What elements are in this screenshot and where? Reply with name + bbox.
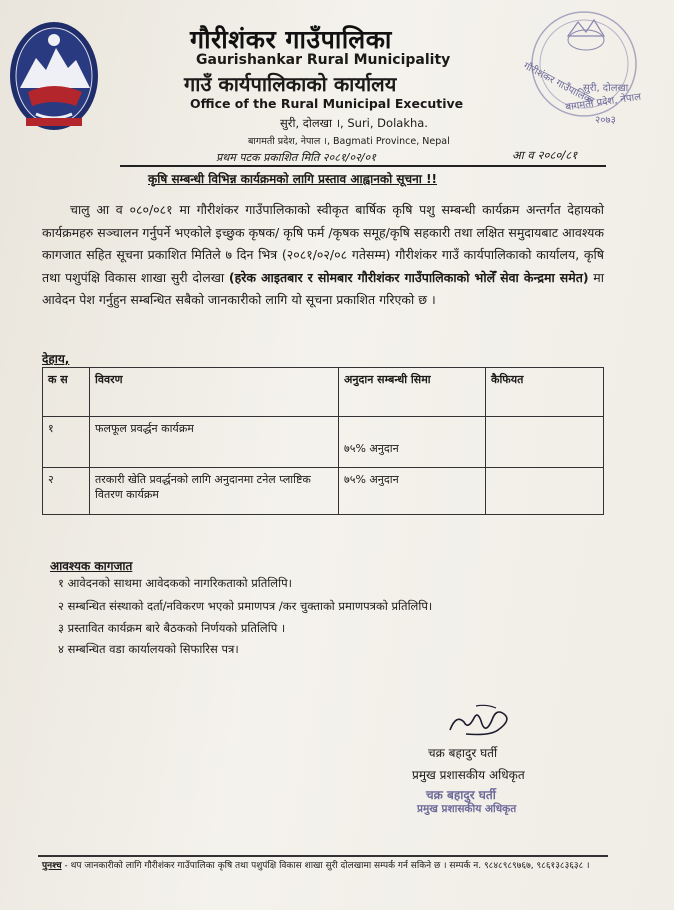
notice-body-part-2: मा आवेदन पेश गर्नुहुन सम्बन्धित सबैको जानकारीको लागि यो सूचना प्रकाशित गरिएको छ ।: [42, 269, 604, 307]
cell-sn: २: [43, 468, 90, 515]
cell-remarks: [486, 417, 604, 468]
cell-grant: [339, 417, 486, 468]
municipality-name-np: गौरीशंकर गाउँपालिका: [190, 25, 392, 54]
seal-name: गौरीशंकर गाउँपालिका: [521, 60, 596, 108]
address-line-1: सुरी, दोलखा ।, Suri, Dolakha.: [280, 116, 428, 130]
table-row: [43, 468, 604, 515]
col-header-grant: अनुदान सम्बन्धी सिमा: [339, 368, 486, 417]
col-header-sn: क स: [43, 368, 90, 417]
cell-remarks: [486, 468, 604, 515]
header-divider: [120, 165, 606, 167]
notice-body: [42, 199, 604, 312]
schedule-label: देहाय,: [42, 352, 70, 366]
document-item: १ आवेदनको साथमा आवेदकको नागरिकताको प्रतिलिपि।: [58, 576, 292, 590]
col-header-description: विवरण: [90, 368, 339, 417]
title-stamp: प्रमुख प्रशासकीय अधिकृत: [417, 803, 517, 815]
signatory-title: प्रमुख प्रशासकीय अधिकृत: [412, 768, 525, 782]
required-documents-label: आवश्यक कागजात: [50, 559, 133, 573]
cell-grant: ७५% अनुदान: [339, 468, 486, 515]
cell-description: फलफूल प्रवर्द्धन कार्यक्रम: [90, 417, 339, 468]
footer-divider: [38, 855, 608, 857]
nepal-emblem-icon: [6, 18, 102, 136]
published-date: प्रथम पटक प्रकाशित मिति २०८१/०२/०१: [216, 151, 376, 164]
cell-sn: १: [43, 417, 90, 468]
signatory-name: चक्र बहादुर घर्ती: [428, 746, 498, 760]
notice-body-bold: (हरेक आइतबार र सोमबार गौरीशंकर गाउँपालिकाको भोलेँ सेवा केन्द्रमा समेत): [228, 269, 589, 285]
seal-place: सुरी, दोलखा: [583, 83, 629, 94]
office-name-en: Office of the Rural Municipal Executive: [190, 96, 464, 111]
cell-grant-value: ७५% अनुदान: [344, 442, 399, 455]
cell-description: तरकारी खेति प्रवर्द्धनको लागि अनुदानमा टनेल प्लाष्टिक वितरण कार्यक्रम: [90, 468, 339, 515]
name-stamp: चक्र बहादुर घर्ती: [426, 788, 496, 802]
footer-label: पुनश्च: [42, 861, 62, 871]
document-item: ४ सम्बन्धित वडा कार्यालयको सिफारिस पत्र।: [58, 642, 239, 656]
seal-province: बागमती प्रदेश, नेपाल: [564, 91, 642, 114]
signature-icon: [446, 700, 516, 742]
address-line-2: बागमती प्रदेश, नेपाल ।, Bagmati Province, Nepal: [248, 136, 450, 147]
notice-title: कृषि सम्बन्धी विभिन्न कार्यक्रमको लागि प्रस्ताव आह्वानको सूचना !!: [148, 172, 438, 186]
footer-note: [42, 859, 608, 873]
col-header-remarks: कैफियत: [486, 368, 604, 417]
table-row: [43, 417, 604, 468]
table-header-row: [43, 368, 604, 417]
document-item: ३ प्रस्तावित कार्यक्रम बारे बैठकको निर्णयको प्रतिलिपि ।: [58, 621, 286, 635]
office-name-np: गाउँ कार्यपालिकाको कार्यालय: [184, 72, 397, 96]
seal-year: २०७३: [595, 115, 616, 126]
fiscal-year: आ व २०८०/८१: [512, 148, 578, 162]
footer-text: - थप जानकारीको लागि गौरीशंकर गाउँपालिका कृषि तथा पशुपंक्षि विकास शाखा सुरी दोलखामा सम्पर्क गर्न सकिने छ । सम्पर्क न. ९८४८९८९७६७, ९८६१३८३६३८ ।: [61, 861, 590, 871]
notice-body-part-1: चालु आ व ०८०/०८१ मा गौरीशंकर गाउँपालिकाको स्वीकृत बार्षिक कृषि पशु सम्बन्धी कार्यक्रम अन्तर्गत देहायको कार्यक्रमहरु सञ्चालन गर्नुपर्ने भएकोले इच्छुक कृषक/ कृषि फर्म /कृषक समूह/कृषि सहकारी तथा लक्षित समुदायबाट आवश्यक कागजात सहित सूचना प्रकाशित मितिले ७ दिन भित्र (२०८१/०२/०८ गतेसम्म) गौरीशंकर गाउँ कार्यपालिकाको कार्यालय, कृषि तथा पशुपंक्षि विकास शाखा सुरी दोलखा: [42, 202, 604, 285]
schedule-table: [42, 367, 604, 515]
document-item: २ सम्बन्धित संस्थाको दर्ता/नविकरण भएको प्रमाणपत्र /कर चुक्ताको प्रमाणपत्रको प्रतिलिपि।: [58, 599, 433, 613]
municipality-name-en: Gaurishankar Rural Municipality: [196, 52, 451, 68]
